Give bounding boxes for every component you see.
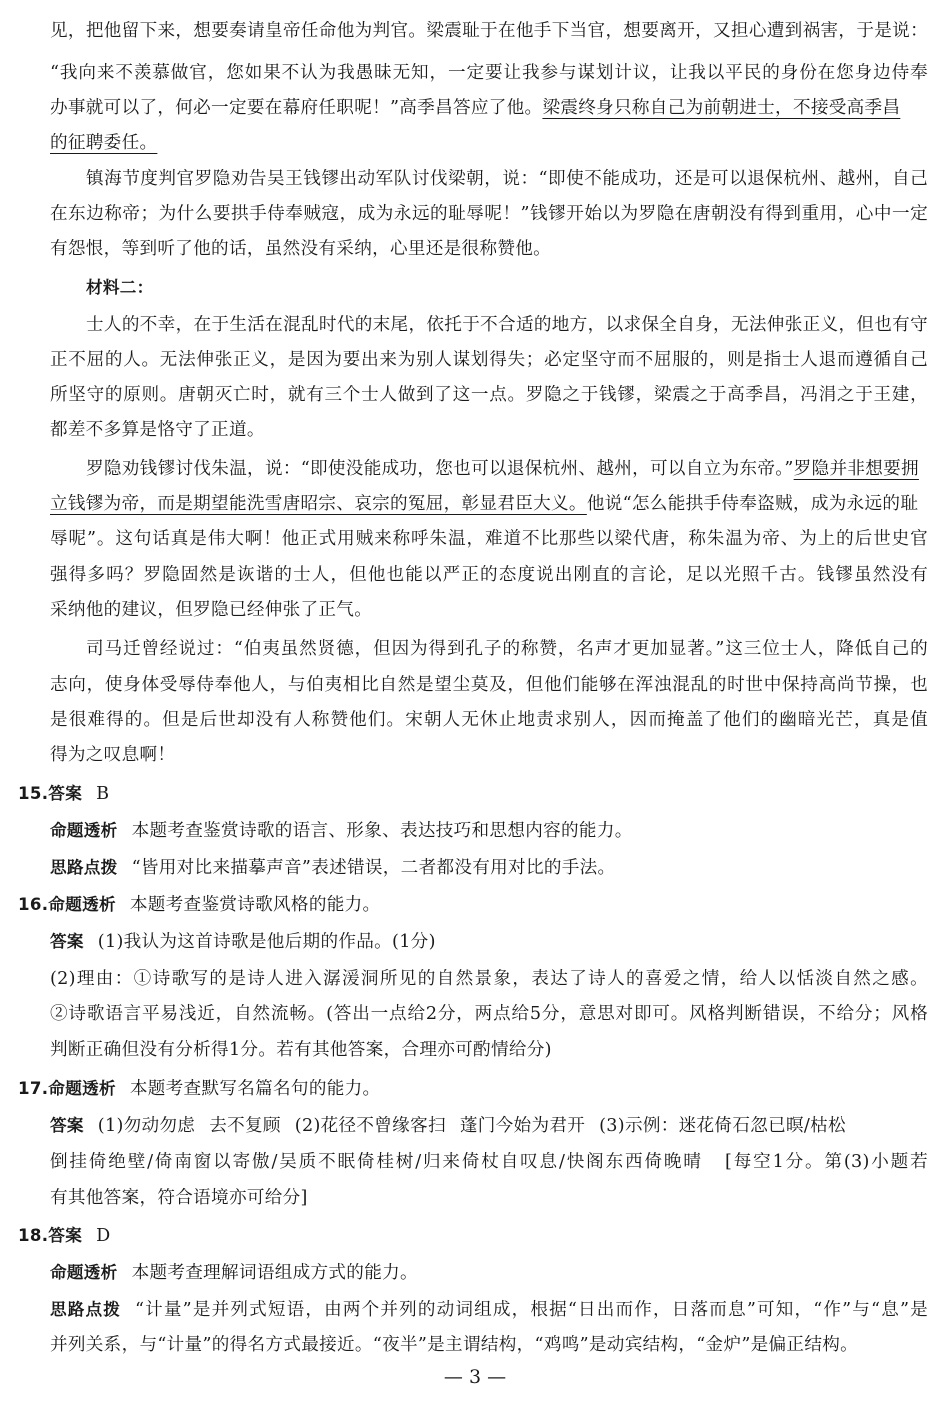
question-16	[18, 888, 380, 922]
analysis-text: 本题考查理解词语组成方式的能力。	[131, 1263, 418, 1283]
text-line: 并列关系，与“计量”的得名方式最接近。“夜半”是主谓结构，“鸡鸣”是动宾结构，“金炉”是偏正结构。	[50, 1335, 859, 1355]
question-18	[18, 1219, 111, 1253]
underlined-sentence: 立钱镠为帝，而是期望能洗雪唐昭宗、哀宗的冤屈，彰显君臣大义。	[50, 494, 587, 514]
hint-text: “计量”是并列式短语，由两个并列的动词组成，根据“日出而作，日落而息”可知，“作”与“息”是	[135, 1300, 928, 1320]
analysis-label: 命题透析	[50, 821, 118, 840]
question-number: 18.	[18, 1226, 49, 1245]
analysis-text: 本题考查鉴赏诗歌风格的能力。	[129, 895, 381, 915]
answer-part: 蓬门今始为君开	[459, 1116, 586, 1136]
text-line: 强得多吗？罗隐固然是诙谐的士人，但他也能以严正的态度说出刚直的言论，足以光照千古。钱镠虽然没有	[50, 565, 928, 585]
text-line: 有其他答案，符合语境亦可给分]	[50, 1188, 308, 1208]
text-line	[50, 126, 157, 160]
answer-label: 答案	[50, 932, 84, 951]
plain-text: 办事就可以了，何必一定要在幕府任职呢！”高季昌答应了他。	[50, 98, 543, 118]
text-line: 辱呢”。这句话真是伟大啊！他正式用贼来称呼朱温，难道不比那些以梁代唐，称朱温为帝、为上的后世史官	[50, 529, 928, 549]
text-line: 所坚守的原则。唐朝灭亡时，就有三个士人做到了这一点。罗隐之于钱镠，梁震之于高季昌，冯涓之于王建，	[50, 385, 928, 405]
answer-part: (1)勿动勿虑	[97, 1116, 196, 1136]
text-line: 有怨恨，等到听了他的话，虽然没有采纳，心里还是很称赞他。	[50, 239, 552, 259]
answer-part: 去不复顾	[209, 1116, 281, 1136]
q15-hint	[50, 851, 615, 885]
plain-text: 罗隐劝钱镠讨伐朱温，说：“即使没能成功，您也可以退保杭州、越州，可以自立为东帝。”	[86, 459, 794, 479]
underlined-sentence: 梁震终身只称自己为前朝进士，不接受高季昌	[542, 98, 901, 118]
text-line: 志向，使身体受辱侍奉他人，与伯夷相比自然是望尘莫及，但他们能够在浑浊混乱的时世中保持高尚节操，也	[50, 675, 928, 695]
page-number: — 3 —	[443, 1366, 507, 1388]
text-line: 都差不多算是恪守了正道。	[50, 420, 265, 440]
text-line	[50, 91, 928, 125]
hint-label: 思路点拨	[50, 858, 118, 877]
question-number: 17.	[18, 1079, 49, 1098]
text-line: 正不屈的人。无法伸张正义，是因为要出来为别人谋划得失；必定坚守而不屈服的，则是指士人退而遵循自己	[50, 350, 928, 370]
text-line: 得为之叹息啊！	[50, 745, 176, 765]
q15-analysis	[50, 814, 633, 848]
text-line: 是很难得的。但是后世却没有人称赞他们。宋朝人无休止地责求别人，因而掩盖了他们的幽暗光芒，真是值	[50, 710, 928, 730]
text-line: 判断正确但没有分析得1分。若有其他答案，合理亦可酌情给分)	[50, 1040, 552, 1060]
answer-label: 答案	[50, 1116, 84, 1135]
q18-analysis	[50, 1256, 418, 1290]
hint-text: “皆用对比来描摹声音”表述错误，二者都没有用对比的手法。	[131, 858, 616, 878]
analysis-label: 命题透析	[50, 1263, 118, 1282]
answer-text: (1)我认为这首诗歌是他后期的作品。(1分)	[97, 932, 436, 952]
text-line: 采纳他的建议，但罗隐已经伸张了正气。	[50, 600, 373, 620]
material-heading: 材料二：	[86, 278, 154, 297]
paragraph-start-line	[86, 452, 928, 486]
question-number: 16.	[18, 895, 49, 914]
text-line	[50, 487, 928, 521]
paragraph-start-line: 镇海节度判官罗隐劝告吴王钱镠出动军队讨伐梁朝，说：“即使不能成功，还是可以退保杭州、越州，自己	[86, 169, 928, 189]
question-15	[18, 777, 109, 811]
answer-label: 答案	[48, 1226, 83, 1245]
underlined-sentence: 罗隐并非想要拥	[793, 459, 919, 479]
text-line: “我向来不羡慕做官，您如果不认为我愚昧无知，一定要让我参与谋划计议，让我以平民的身份在您身边侍奉	[50, 63, 928, 83]
paragraph-start-line: 司马迁曾经说过：“伯夷虽然贤德，但因为得到孔子的称赞，名声才更加显著。”这三位士人，降低自己的	[86, 639, 928, 659]
analysis-text: 本题考查默写名篇名句的能力。	[129, 1079, 381, 1099]
answer-value: D	[96, 1226, 111, 1246]
hint-label: 思路点拨	[50, 1300, 122, 1319]
text-line: (2)理由：①诗歌写的是诗人进入潺湲洞所见的自然景象，表达了诗人的喜爱之情，给人以恬淡自然之感。	[50, 969, 928, 989]
plain-text: 他说“怎么能拱手侍奉盗贼，成为永远的耻	[586, 494, 919, 514]
question-number: 15.	[18, 784, 49, 803]
answer-part: (3)示例：迷花倚石忽已暝/枯松	[599, 1116, 846, 1136]
text-line: 见，把他留下来，想要奏请皇帝任命他为判官。梁震耻于在他手下当官，想要离开，又担心遭到祸害，于是说：	[50, 21, 928, 41]
answer-part: (2)花径不曾缘客扫	[294, 1116, 446, 1136]
analysis-label: 命题透析	[48, 1079, 116, 1098]
text-line: ②诗歌语言平易浅近，自然流畅。(答出一点给2分，两点给5分，意思对即可。风格判断错误，不给分；风格	[50, 1004, 928, 1024]
analysis-label: 命题透析	[48, 895, 116, 914]
analysis-text: 本题考查鉴赏诗歌的语言、形象、表达技巧和思想内容的能力。	[131, 821, 633, 841]
text-line: 在东边称帝；为什么要拱手侍奉贼寇，成为永远的耻辱呢！”钱镠开始以为罗隐在唐朝没有得到重用，心中一定	[50, 204, 928, 224]
question-17	[18, 1072, 380, 1106]
paragraph-start-line: 士人的不幸，在于生活在混乱时代的末尾，依托于不合适的地方，以求保全自身，无法伸张正义，但也有守	[86, 315, 928, 335]
answer-value: B	[96, 784, 110, 804]
text-line: 倒挂倚绝壁/倚南窗以寄傲/吴质不眠倚桂树/归来倚杖自叹息/快阁东西倚晚晴 [每空1分。第(3)小题若	[50, 1152, 928, 1172]
q18-hint	[50, 1293, 928, 1327]
answer-label: 答案	[48, 784, 83, 803]
q16-answer	[50, 925, 436, 959]
q17-answer	[50, 1109, 928, 1143]
underlined-sentence: 的征聘委任。	[50, 133, 158, 153]
